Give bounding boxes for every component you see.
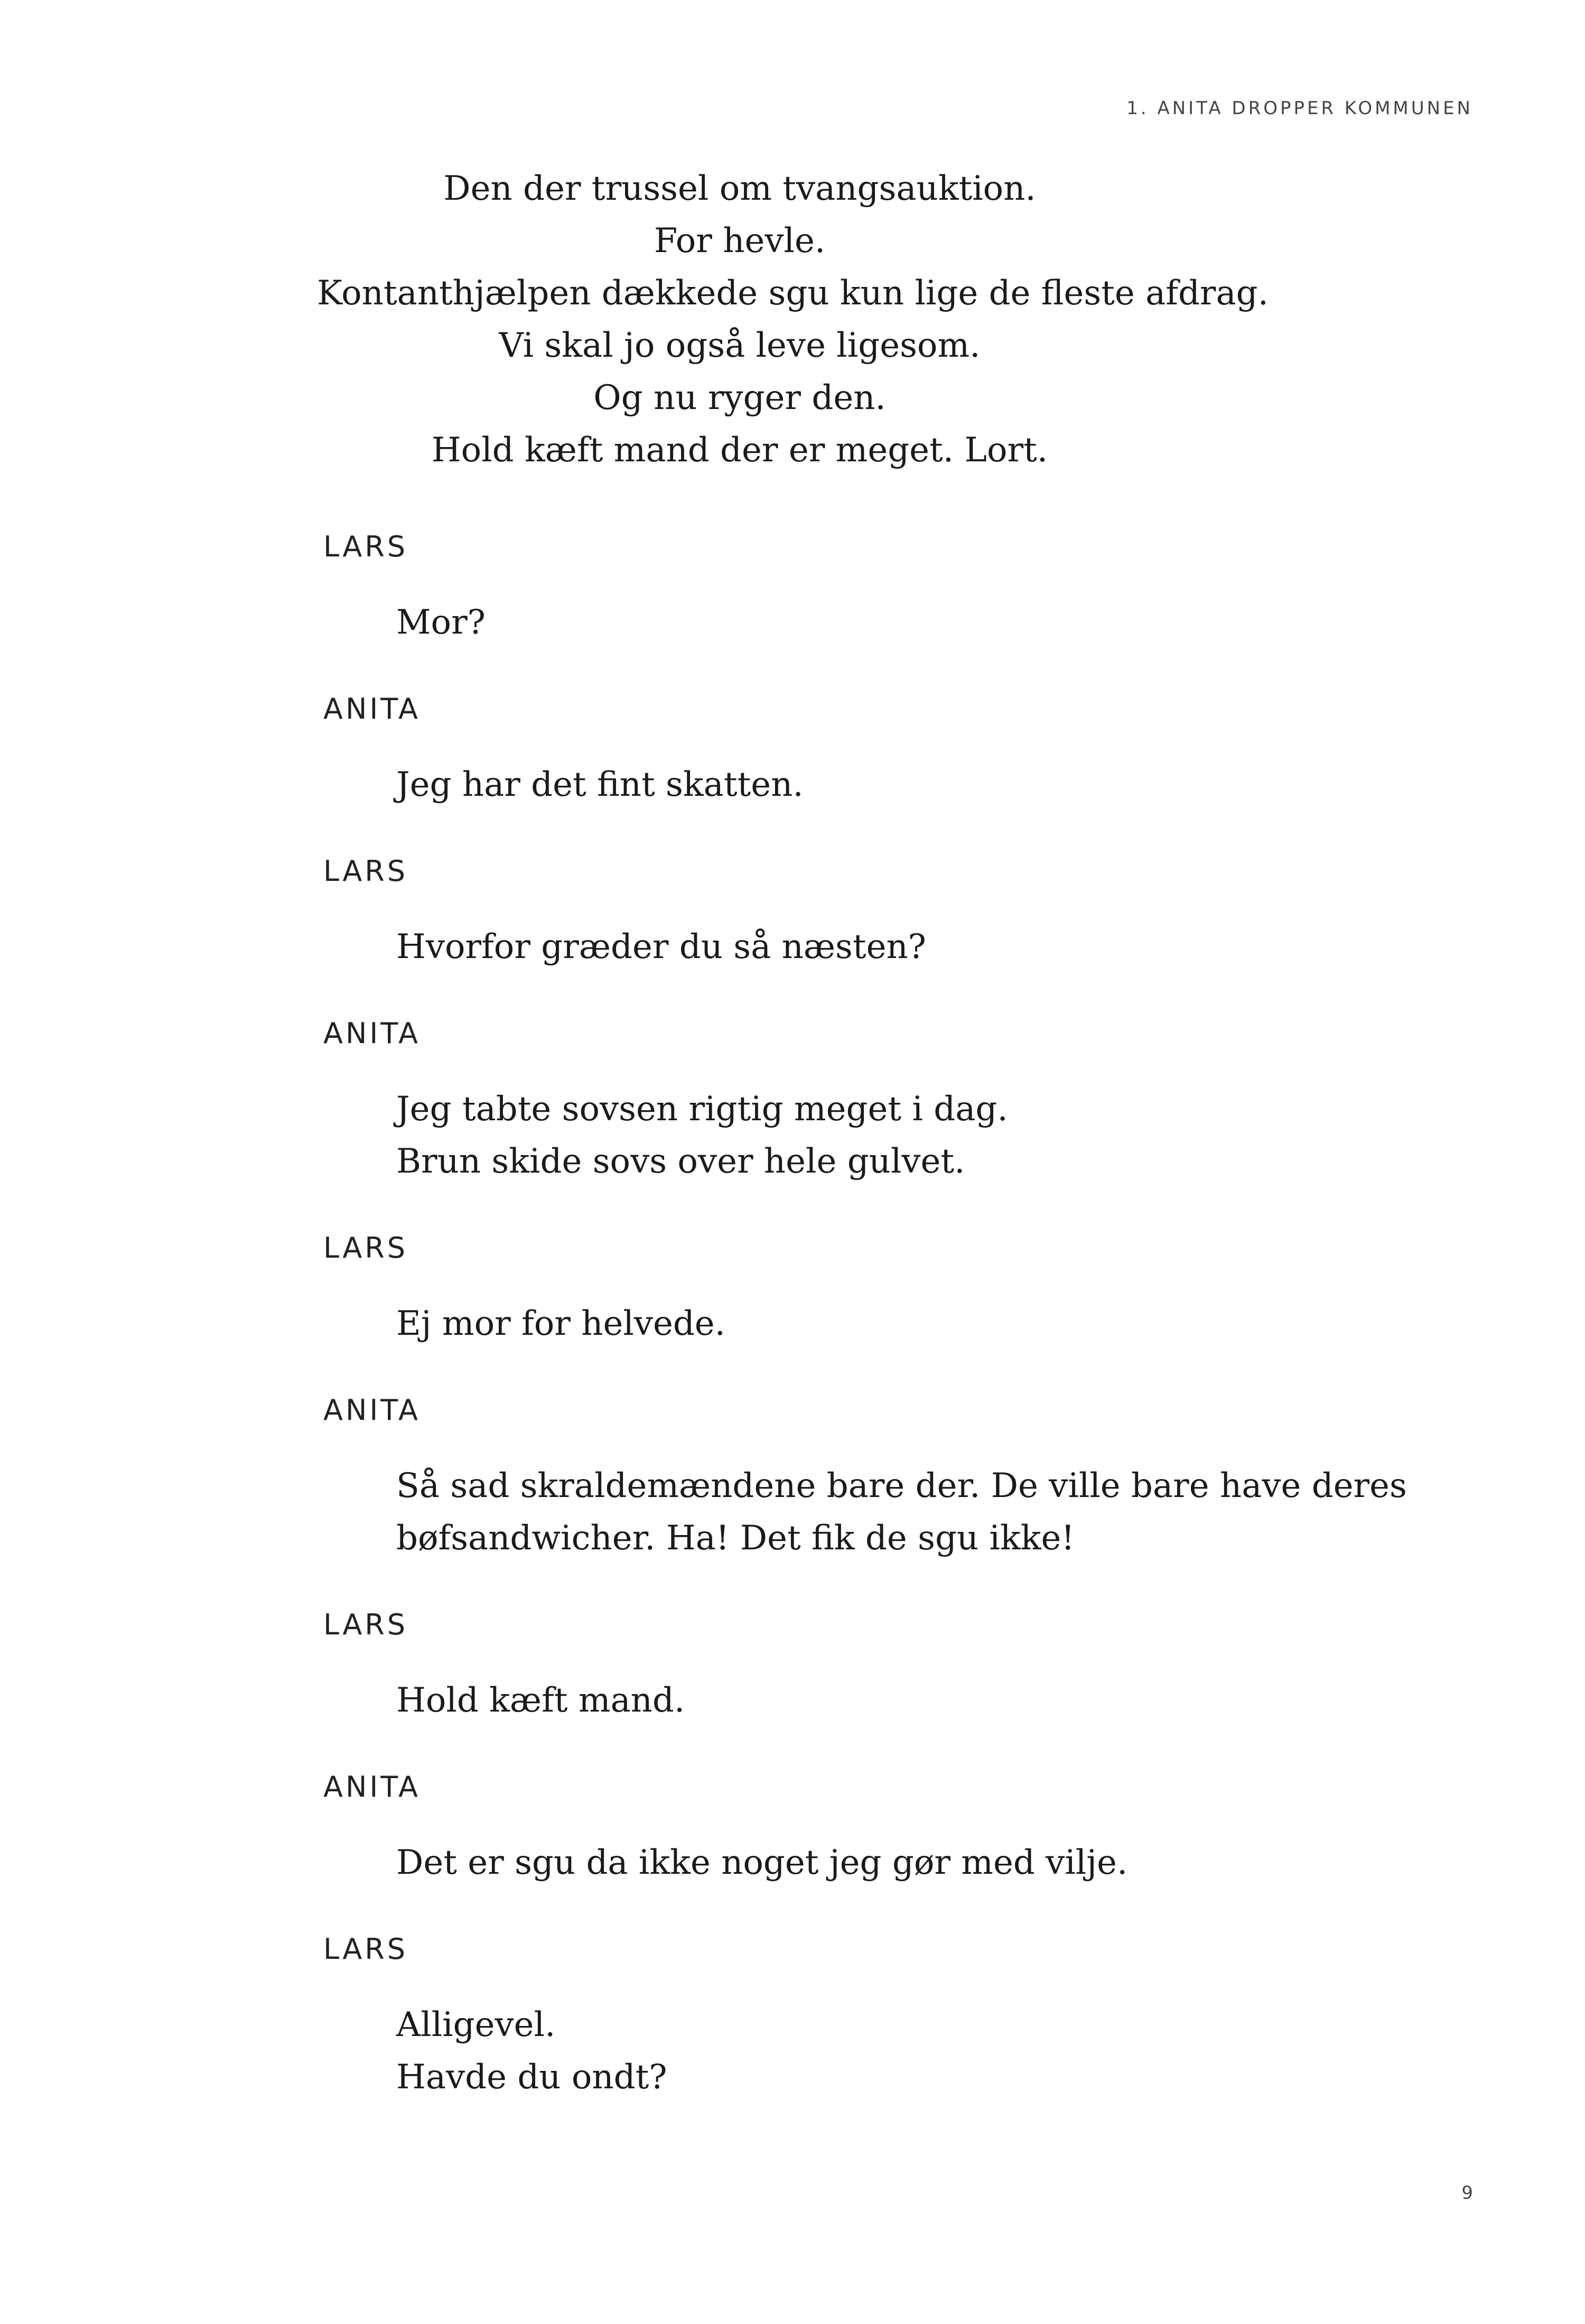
speaker-name: ANITA	[323, 1393, 421, 1427]
speaker-name: ANITA	[323, 1770, 421, 1804]
speaker-name: LARS	[323, 530, 408, 563]
verse-line: Kontanthjælpen dækkede sgu kun lige de fleste afdrag.	[317, 274, 1269, 313]
dialogue-lines	[323, 921, 1486, 973]
speaker-name: LARS	[323, 854, 408, 888]
dialogue-line: Jeg har det fint skatten.	[396, 765, 804, 804]
dialogue-lines	[323, 1999, 1486, 2104]
dialogue-lines	[323, 597, 1486, 649]
speaker-name: LARS	[323, 1608, 408, 1641]
dialogue-line: Det er sgu da ikke noget jeg gør med vilje.	[396, 1843, 1128, 1882]
dialogue-line: Så sad skraldemændene bare der. De ville bare have deres	[396, 1466, 1407, 1505]
dialogue-line: Mor?	[396, 603, 486, 642]
speaker-name: LARS	[323, 1932, 408, 1966]
speaker-name: ANITA	[323, 1017, 421, 1050]
dialogue-line: Hold kæft mand.	[396, 1681, 685, 1720]
dialogue-lines	[323, 1675, 1486, 1727]
verse-line: Vi skal jo også leve ligesom.	[499, 326, 981, 365]
dialogue-line: bøfsandwicher. Ha! Det fik de sgu ikke!	[396, 1519, 1075, 1558]
page-number: 9	[1461, 2182, 1473, 2204]
dialogue-line: Brun skide sovs over hele gulvet.	[396, 1142, 965, 1181]
dialogue-line: Alligevel.	[396, 2005, 556, 2044]
dialogue-line: Havde du ondt?	[396, 2058, 667, 2097]
verse-block	[317, 163, 1269, 477]
verse-line: For hevle.	[654, 221, 826, 261]
running-header: 1. ANITA DROPPER KOMMUNEN	[1126, 98, 1473, 119]
speaker-name: ANITA	[323, 692, 421, 726]
dialogue-lines	[323, 1460, 1486, 1565]
verse-line: Den der trussel om tvangsauktion.	[443, 169, 1036, 208]
dialogue-line: Hvorfor græder du så næsten?	[396, 927, 926, 966]
dialogue	[323, 531, 1486, 2148]
dialogue-line: Ej mor for helvede.	[396, 1304, 725, 1343]
speaker-name: LARS	[323, 1231, 408, 1265]
dialogue-lines	[323, 759, 1486, 811]
verse-line: Og nu ryger den.	[593, 378, 886, 417]
dialogue-lines	[323, 1837, 1486, 1889]
verse-line: Hold kæft mand der er meget. Lort.	[431, 431, 1048, 470]
dialogue-lines	[323, 1298, 1486, 1350]
dialogue-lines	[323, 1083, 1486, 1188]
dialogue-line: Jeg tabte sovsen rigtig meget i dag.	[396, 1090, 1008, 1129]
